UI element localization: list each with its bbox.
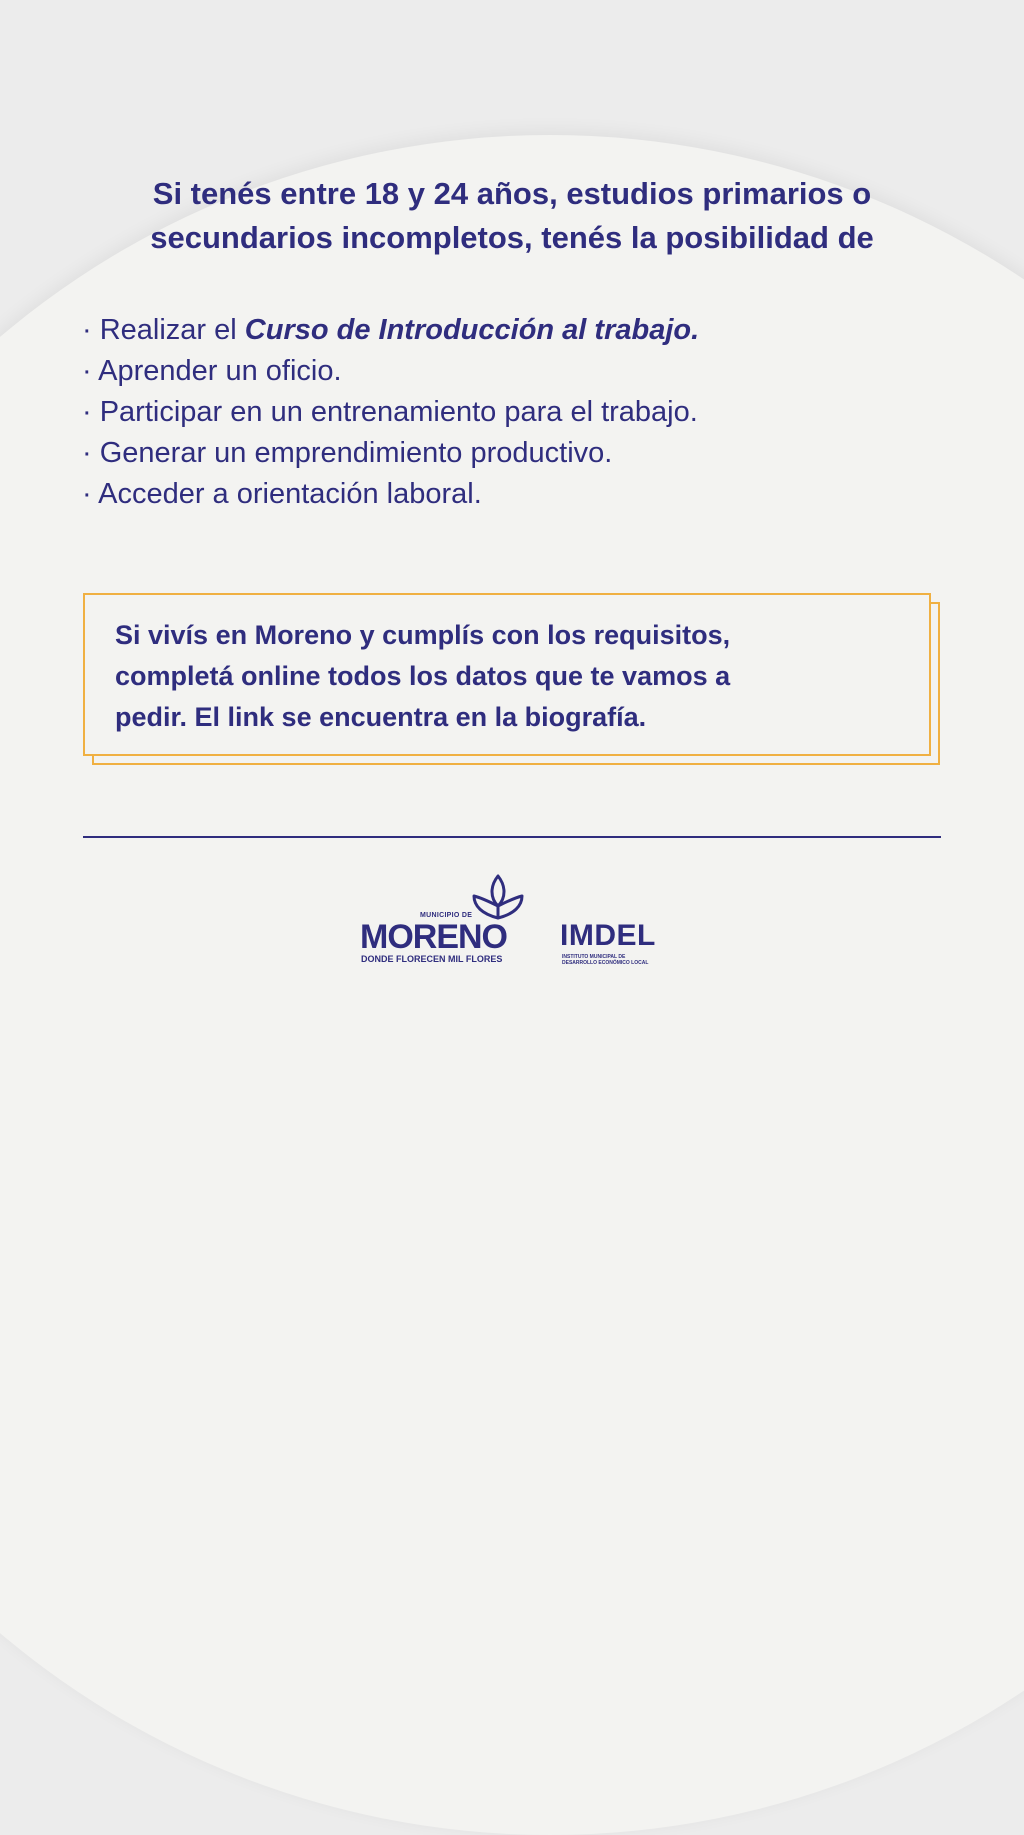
moreno-wordmark: MORENO [360, 918, 507, 956]
benefit-prefix: · Realizar el [82, 314, 245, 346]
imdel-subtitle-line-2: DESARROLLO ECONÓMICO LOCAL [562, 960, 649, 966]
benefit-item [82, 310, 982, 351]
benefits-list [82, 310, 982, 515]
callout-line-2: completá online todos los datos que te vamos a [115, 661, 731, 691]
moreno-small-label: MUNICIPIO DE [420, 912, 473, 919]
benefit-item: · Participar en un entrenamiento para el trabajo. [82, 396, 698, 428]
divider [83, 836, 941, 838]
imdel-wordmark: IMDEL [560, 919, 656, 952]
benefit-item: · Acceder a orientación laboral. [82, 478, 482, 510]
callout-text [115, 615, 915, 738]
callout-line-1: Si vivís en Moreno y cumplís con los requisitos, [115, 620, 731, 650]
imdel-logo [560, 920, 670, 970]
imdel-subtitle-line-1: INSTITUTO MUNICIPAL DE [562, 954, 626, 960]
flower-icon [468, 872, 528, 924]
course-name: Curso de Introducción al trabajo. [244, 314, 700, 346]
benefit-item: · Aprender un oficio. [82, 355, 342, 387]
benefit-item: · Generar un emprendimiento productivo. [82, 437, 613, 469]
callout-line-3: pedir. El link se encuentra en la biografía. [115, 702, 647, 732]
headline [60, 172, 964, 260]
imdel-subtitle [562, 954, 672, 966]
headline-line-1: Si tenés entre 18 y 24 años, estudios primarios o [152, 176, 872, 211]
moreno-tagline: DONDE FLORECEN MIL FLORES [361, 954, 503, 964]
headline-line-2: secundarios incompletos, tenés la posibilidad de [150, 220, 874, 255]
moreno-logo [360, 872, 535, 972]
